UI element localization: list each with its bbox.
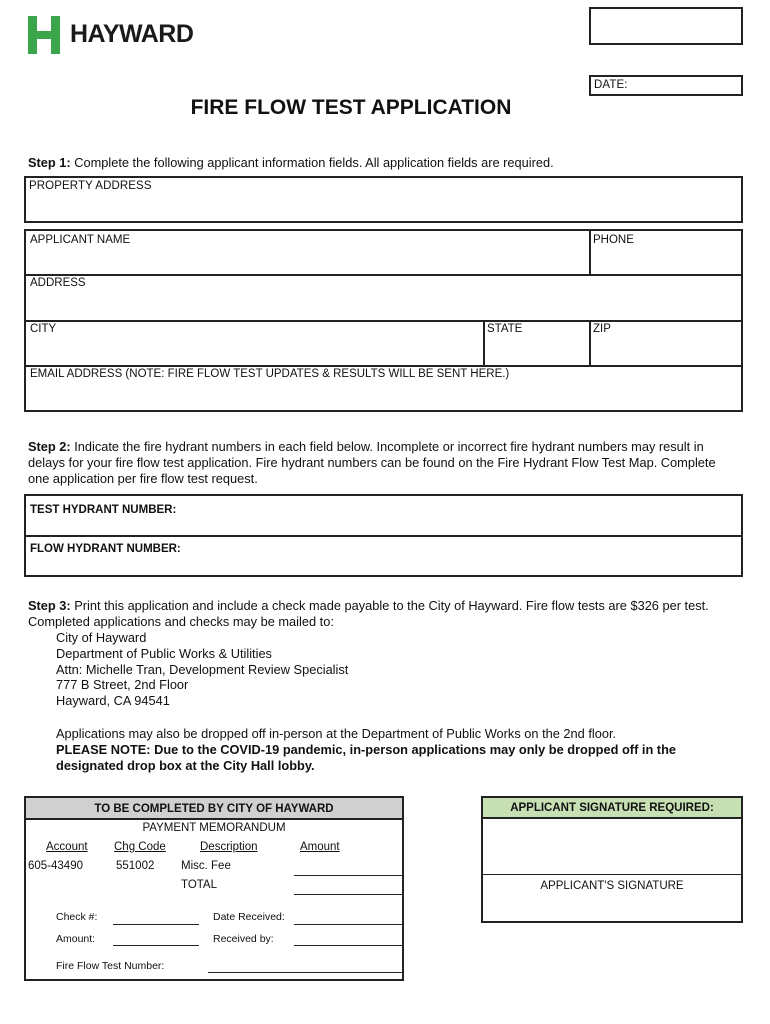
logo-wordmark: HAYWARD <box>70 20 194 48</box>
col-amount: Amount <box>300 841 340 853</box>
col-account: Account <box>46 841 88 853</box>
city-box-header: TO BE COMPLETED BY CITY OF HAYWARD <box>26 798 402 820</box>
col-chg-code: Chg Code <box>114 841 166 853</box>
step2-instructions: Step 2: Indicate the fire hydrant numbers in each field below. Incomplete or incorrect fire hydrant numbers may result in delays for your fire flow test application. Fire hydrant numbers can be found on the Fire Hydrant Flow Test Map. Complete one application per fire flow test request. <box>28 439 716 486</box>
address-label: ADDRESS <box>30 277 86 289</box>
amount-line[interactable] <box>294 875 402 876</box>
signature-box <box>481 796 743 923</box>
property-address-label: PROPERTY ADDRESS <box>29 180 152 192</box>
check-no-label: Check #: <box>56 911 98 923</box>
step1-instructions: Step 1: Complete the following applicant information fields. All application fields are required. <box>28 155 554 170</box>
flow-hydrant-field[interactable] <box>26 537 741 575</box>
received-by-label: Received by: <box>213 933 274 945</box>
check-no-line[interactable] <box>113 924 199 925</box>
col-description: Description <box>200 841 258 853</box>
city-label: CITY <box>30 323 57 335</box>
date-label: DATE: <box>594 79 628 91</box>
applicant-name-field[interactable] <box>26 231 591 276</box>
account-value: 605-43490 <box>28 860 83 872</box>
hayward-logo-h-icon <box>28 16 60 54</box>
phone-label: PHONE <box>593 234 634 246</box>
test-hydrant-label: TEST HYDRANT NUMBER: <box>30 504 177 516</box>
chg-code-value: 551002 <box>116 860 155 872</box>
flow-hydrant-label: FLOW HYDRANT NUMBER: <box>30 543 181 555</box>
applicant-info-block <box>24 229 743 412</box>
received-by-line[interactable] <box>294 945 402 946</box>
memo-title: PAYMENT MEMORANDUM <box>142 822 286 834</box>
date-received-label: Date Received: <box>213 911 285 923</box>
test-hydrant-field[interactable] <box>26 496 741 537</box>
state-field[interactable] <box>483 320 591 367</box>
zip-field[interactable] <box>589 320 741 367</box>
signature-label: APPLICANT'S SIGNATURE <box>540 880 684 892</box>
step3-instructions: Step 3: Print this application and include a check made payable to the City of Hayward. Fire flow tests are $326 per test. Completed applications and checks may be mailed to: <box>28 598 709 629</box>
page-title: FIRE FLOW TEST APPLICATION <box>190 96 512 119</box>
office-use-box[interactable] <box>589 7 743 45</box>
dropoff-text: Applications may also be dropped off in-person at the Department of Public Works on the 2nd floor. <box>56 726 617 741</box>
phone-field[interactable] <box>589 231 741 276</box>
date-received-line[interactable] <box>294 924 402 925</box>
property-address-field[interactable] <box>24 176 743 223</box>
ff-number-line[interactable] <box>208 972 402 973</box>
date-field[interactable] <box>589 75 743 96</box>
signature-header: APPLICANT SIGNATURE REQUIRED: <box>483 798 741 819</box>
total-line[interactable] <box>294 894 402 895</box>
hydrant-block <box>24 494 743 577</box>
email-label: EMAIL ADDRESS (NOTE: FIRE FLOW TEST UPDATES & RESULTS WILL BE SENT HERE.) <box>30 368 510 380</box>
description-value: Misc. Fee <box>181 860 231 872</box>
signature-field[interactable] <box>483 819 741 875</box>
covid-note: PLEASE NOTE: Due to the COVID-19 pandemic, in-person applications may only be dropped off in the designated drop box at the City Hall lobby. <box>56 742 677 773</box>
zip-label: ZIP <box>593 323 611 335</box>
city-field[interactable] <box>26 320 485 367</box>
city-use-box <box>24 796 404 981</box>
state-label: STATE <box>487 323 523 335</box>
mailing-address: City of Hayward Department of Public Works & Utilities Attn: Michelle Tran, Development Review Specialist 777 B Street, 2nd Floor Hayward, CA 94541 <box>56 630 349 709</box>
total-label: TOTAL <box>181 879 217 891</box>
amount-received-line[interactable] <box>113 945 199 946</box>
amount-label: Amount: <box>56 933 96 945</box>
ff-number-label: Fire Flow Test Number: <box>56 960 165 972</box>
applicant-name-label: APPLICANT NAME <box>30 234 131 246</box>
address-field[interactable] <box>26 274 741 322</box>
email-field[interactable] <box>26 365 741 410</box>
